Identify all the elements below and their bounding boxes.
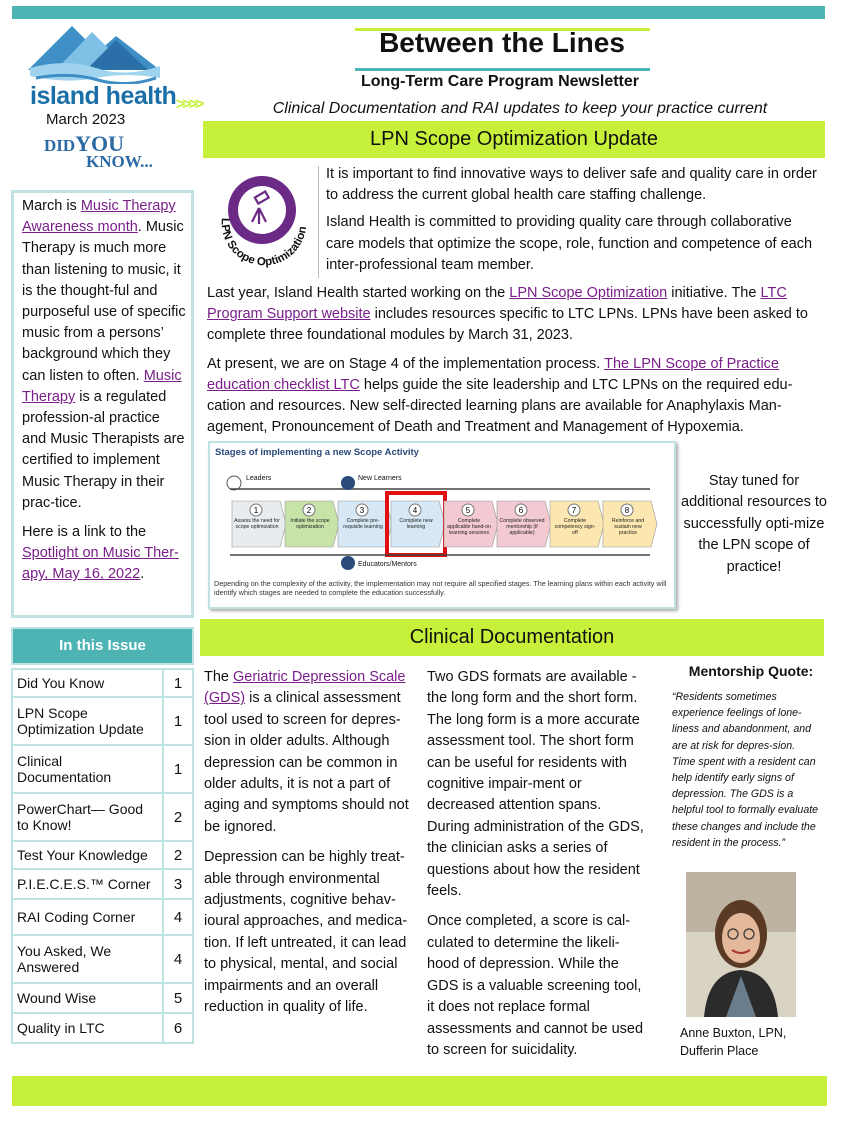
lpn-text: At present, we are on Stage 4 of the implementation process. bbox=[207, 355, 605, 372]
clinical-column-2 bbox=[427, 667, 645, 1070]
issue-label: Wound Wise bbox=[12, 983, 163, 1013]
issue-row[interactable] bbox=[12, 1013, 193, 1043]
issue-row[interactable] bbox=[12, 745, 193, 793]
in-this-issue-table bbox=[11, 668, 194, 1044]
dyk-you: YOU bbox=[75, 131, 125, 156]
lpn-intro-1: It is important to find innovative ways to deliver safe and quality care in order to address the current global health care staffing challenge. bbox=[326, 166, 817, 204]
issue-label: You Asked, We Answered bbox=[12, 935, 163, 983]
stage-4 bbox=[391, 501, 445, 547]
new-learners-label: New Learners bbox=[358, 475, 402, 482]
issue-page: 1 bbox=[163, 697, 193, 745]
lpn-text: helps guide the site leadership and LTC LPNs on the required edu-cation and resources. New self-directed learning plans are available for Anaphylaxis Man-agement, Pronouncement of Death and Treatment and Management of Hypoxemia. bbox=[207, 376, 793, 436]
stage-label: Reinforce and sustain new practice bbox=[611, 518, 645, 536]
stage-7 bbox=[550, 501, 604, 547]
mentorship-quote: “Residents sometimes experience feelings of lone-liness and abandonment, and are at risk for depres-sion. Time spent with a resident can help identify early signs of depression. The GDS is a helpful tool to formally evaluate these changes and include the resident in the process.” bbox=[672, 691, 819, 849]
issue-page: 4 bbox=[163, 935, 193, 983]
lpn-body bbox=[207, 283, 824, 445]
sidebar-text: . bbox=[140, 566, 145, 583]
lpn-text: includes resources specific to LTC LPNs. LPNs have been asked to complete three foundational modules by March 31, 2023. bbox=[207, 306, 808, 344]
lpn-scope-badge bbox=[212, 168, 322, 276]
educators-label: Educators/Mentors bbox=[358, 561, 417, 568]
issue-row[interactable] bbox=[12, 899, 193, 935]
island-health-logo bbox=[26, 18, 164, 84]
lpn-scope-link[interactable]: LPN Scope Optimization bbox=[509, 285, 668, 301]
stage-number: 6 bbox=[518, 506, 524, 515]
sidebar-text: March is bbox=[22, 198, 81, 214]
section-heading-clinical: Clinical Documentation bbox=[200, 619, 824, 656]
stage-label: Complete competency sign-off bbox=[554, 518, 596, 536]
stage-number: 7 bbox=[571, 506, 577, 515]
lpn-intro-2: Island Health is committed to providing quality care through collaborative care models that optimize the scope, role, function and competence of each inter-professional team member. bbox=[326, 214, 813, 273]
did-you-know-title bbox=[44, 131, 153, 171]
lpn-intro bbox=[326, 164, 822, 282]
issue-page: 1 bbox=[163, 669, 193, 697]
stage-number: 5 bbox=[465, 506, 471, 515]
stages-diagram bbox=[210, 443, 674, 607]
issue-row[interactable] bbox=[12, 841, 193, 869]
stage-label: Complete applicable hand-on learning sessions bbox=[447, 518, 491, 536]
mentor-site: Dufferin Place bbox=[680, 1044, 759, 1058]
stage-number: 2 bbox=[306, 506, 312, 515]
mentor-photo bbox=[686, 872, 796, 1017]
issue-page: 5 bbox=[163, 983, 193, 1013]
sidebar-text: is a regulated profession-al practice and Music Therapists are certified to implement Music Therapy in their prac-tice. bbox=[22, 388, 185, 511]
educators-icon bbox=[341, 556, 355, 570]
gds-link[interactable]: Geriatric Depression Scale (GDS) bbox=[204, 669, 406, 707]
issue-label: P.I.E.C.E.S.™ Corner bbox=[12, 869, 163, 899]
issue-label: Did You Know bbox=[12, 669, 163, 697]
issue-row[interactable] bbox=[12, 983, 193, 1013]
clinical-text: The bbox=[204, 669, 234, 685]
clinical-text: Two GDS formats are available - the long form and the short form. The long form is a more accurate assessment tool. The short form can be useful for residents with cognitive impair-ment or decreased attention spans. During administration of the GDS, the clinician asks a series of questions about how the resident feels. bbox=[427, 669, 644, 900]
bottom-accent-bar bbox=[12, 1076, 827, 1106]
title-rule-bottom bbox=[355, 68, 650, 71]
clinical-text: is a clinical assessment tool used to screen for depres-sion in older adults. Although depression can be common in older adults, it is not a part of aging and symptoms should not be ignored. bbox=[204, 690, 409, 835]
issue-row[interactable] bbox=[12, 935, 193, 983]
issue-page: 2 bbox=[163, 793, 193, 841]
chevron-arrows-icon: >>>> bbox=[176, 96, 202, 113]
stage-1 bbox=[232, 501, 286, 547]
stage-label: Complete pre-requisite learning bbox=[343, 518, 383, 530]
stage-number: 1 bbox=[253, 506, 259, 515]
music-therapy-link[interactable]: Music Therapy bbox=[22, 367, 182, 405]
figure-footnote: Depending on the complexity of the activity, the implementation may not require all specified stages. The learning plans within each activity will identify which stages are needed to complete the education successfully. bbox=[214, 579, 667, 597]
sidebar-text: Here is a link to the bbox=[22, 524, 147, 541]
issue-label: RAI Coding Corner bbox=[12, 899, 163, 935]
issue-label: Test Your Knowledge bbox=[12, 841, 163, 869]
issue-label: PowerChart— Good to Know! bbox=[12, 793, 163, 841]
issue-label: Clinical Documentation bbox=[12, 745, 163, 793]
badge-divider bbox=[318, 166, 319, 278]
dyk-did: DID bbox=[44, 136, 76, 155]
stage-5 bbox=[444, 501, 498, 547]
section-heading-lpn: LPN Scope Optimization Update bbox=[203, 121, 825, 158]
spotlight-link[interactable]: Spotlight on Music Ther-apy, May 16, 2022 bbox=[22, 545, 179, 583]
issue-page: 1 bbox=[163, 745, 193, 793]
issue-row[interactable] bbox=[12, 793, 193, 841]
figure-title: Stages of implementing a new Scope Activity bbox=[215, 447, 419, 458]
stage-number: 3 bbox=[359, 506, 365, 515]
stage-6 bbox=[497, 501, 551, 547]
lpn-text: initiative. The bbox=[667, 285, 761, 301]
issue-label: LPN Scope Optimization Update bbox=[12, 697, 163, 745]
org-name: island health bbox=[30, 82, 177, 110]
stage-label: Initiate the scope optimization bbox=[290, 518, 330, 530]
mentor-caption bbox=[680, 1024, 820, 1060]
stage-label: Complete observed mentorship (if applicable) bbox=[499, 518, 545, 536]
in-this-issue-heading: In this Issue bbox=[11, 627, 194, 665]
stages-figure bbox=[208, 441, 676, 609]
ltc-program-support-link[interactable]: LTC Program Support website bbox=[207, 285, 787, 323]
stage-boxes bbox=[232, 493, 657, 555]
issue-label: Quality in LTC bbox=[12, 1013, 163, 1043]
stage-2 bbox=[285, 501, 339, 547]
mentor-name: Anne Buxton, LPN, bbox=[680, 1026, 787, 1040]
issue-page: 4 bbox=[163, 899, 193, 935]
stage-label: Assess the need for scope optimization bbox=[234, 518, 280, 530]
did-you-know-text bbox=[22, 196, 186, 594]
issue-row[interactable] bbox=[12, 669, 193, 697]
issue-row[interactable] bbox=[12, 697, 193, 745]
leaders-icon bbox=[227, 476, 241, 490]
stage-8 bbox=[603, 501, 657, 547]
badge-text: LPN Scope Optimization bbox=[218, 217, 310, 269]
new-learners-icon bbox=[341, 476, 355, 490]
newsletter-subtitle: Long-Term Care Program Newsletter bbox=[361, 73, 639, 90]
lpn-text: Last year, Island Health started working on the bbox=[207, 285, 510, 301]
lpn-checklist-link[interactable]: The LPN Scope of Practice education checklist LTC bbox=[207, 355, 780, 393]
stage-number: 4 bbox=[412, 506, 418, 515]
issue-page: 3 bbox=[163, 869, 193, 899]
issue-row[interactable] bbox=[12, 869, 193, 899]
mentorship-heading: Mentorship Quote: bbox=[688, 663, 814, 679]
music-therapy-month-link[interactable]: Music Therapy Awareness month bbox=[22, 198, 176, 236]
clinical-text: Once completed, a score is cal-culated to determine the likeli-hood of depression. While the GDS is a valuable screening tool, it does not replace formal assessments and cannot be used to screen for suicidality. bbox=[427, 913, 644, 1058]
stay-tuned-text: Stay tuned for additional resources to successfully opti-mize the LPN scope of practice! bbox=[681, 473, 827, 575]
issue-page: 6 bbox=[163, 1013, 193, 1043]
newsletter-title: Between the Lines bbox=[379, 27, 625, 58]
clinical-column-1 bbox=[204, 667, 420, 1028]
newsletter-tagline: Clinical Documentation and RAI updates to keep your practice current bbox=[272, 100, 768, 117]
clinical-text: Depression can be highly treat-able through environmental adjustments, cognitive behav-ioural approaches, and medica-tion. If left untreated, it can lead to physical, mental, and social impairments and an overall reduction in quality of life. bbox=[204, 849, 408, 1016]
stage-label: Complete new learning bbox=[399, 518, 433, 530]
dyk-know: KNOW... bbox=[86, 152, 153, 171]
sidebar-text: . Music Therapy is much more than listening to music, it is the thought-ful and purposeful use of specific music from a persons’ background which they can listen to often. bbox=[22, 219, 186, 384]
issue-page: 2 bbox=[163, 841, 193, 869]
issue-date: March 2023 bbox=[46, 111, 126, 128]
stage-3 bbox=[338, 501, 392, 547]
leaders-label: Leaders bbox=[246, 475, 272, 482]
stage-number: 8 bbox=[624, 506, 630, 515]
